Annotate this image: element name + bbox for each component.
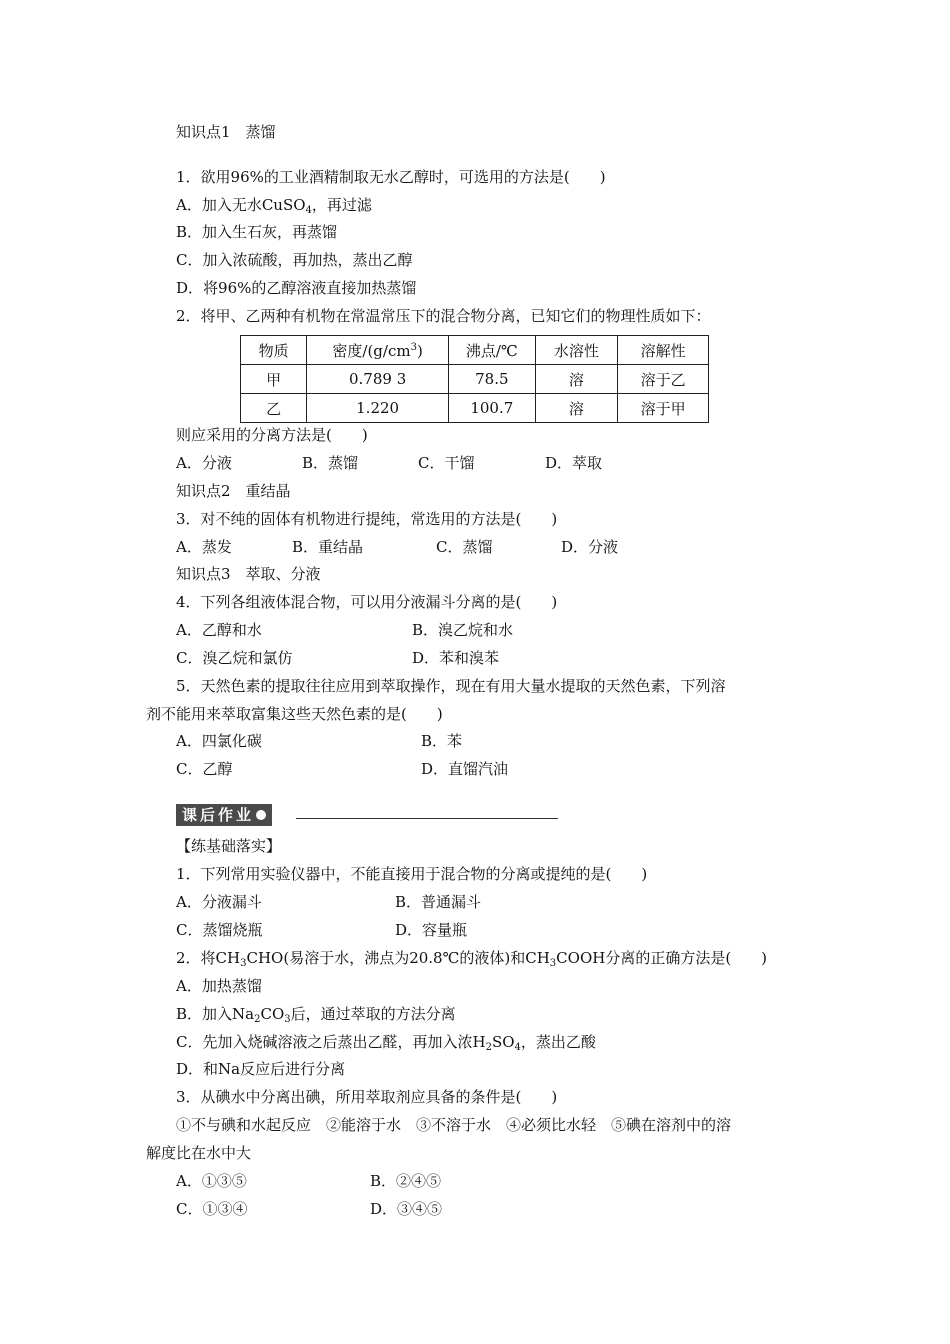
table-header-cell [307, 336, 449, 365]
q4-option-b: B．溴乙烷和水 [412, 621, 514, 639]
homework-banner [176, 804, 272, 826]
table-header-cell: 物质 [241, 336, 307, 365]
hw-q3-conditions-line1: ①不与碘和水起反应 ②能溶于水 ③不溶于水 ④必须比水轻 ⑤碘在溶剂中的溶 [176, 1116, 732, 1134]
hw-q3-conditions-line2: 解度比在水中大 [146, 1144, 252, 1162]
table-row [241, 365, 709, 394]
q1-option-d: D．将96%的乙醇溶液直接加热蒸馏 [176, 279, 417, 297]
hw-q2-option-c-post: ，蒸出乙酸 [520, 1033, 596, 1051]
hw-q2-option-d: D．和Na反应后进行分离 [176, 1060, 346, 1078]
table-cell: 1.220 [307, 394, 449, 423]
section-heading-extraction: 知识点3 萃取、分液 [176, 565, 321, 583]
hw-q3-option-d: D．③④⑤ [370, 1200, 443, 1218]
q4-option-d: D．苯和溴苯 [412, 649, 500, 667]
hw-q2-stem-pre: 2．将CH [176, 949, 241, 967]
homework-banner-label: 课后作业 [182, 806, 255, 824]
hw-q2-option-b-post: 后，通过萃取的方法分离 [290, 1005, 456, 1023]
hw-q3-option-a: A．①③⑤ [176, 1172, 247, 1190]
q2-option-c: C．干馏 [418, 454, 475, 472]
hw-q2-option-c-sub: 4 [514, 1042, 521, 1053]
q3-option-d: D．分液 [561, 538, 619, 556]
table-row [241, 394, 709, 423]
table-header-cell: 沸点/℃ [448, 336, 535, 365]
hw-q3-option-b: B．②④⑤ [370, 1172, 442, 1190]
q5-option-a: A．四氯化碳 [176, 732, 262, 750]
table-cell: 乙 [241, 394, 307, 423]
table-cell: 溶于乙 [618, 365, 709, 394]
q2-after-table: 则应采用的分离方法是( ) [176, 426, 368, 444]
hw-q2-option-c [176, 1032, 596, 1052]
q4-option-a: A．乙醇和水 [176, 621, 262, 639]
q1-option-a-pre: A．加入无水CuSO [176, 196, 306, 214]
density-close: ) [416, 341, 423, 360]
hw-q1-option-c: C．蒸馏烧瓶 [176, 921, 263, 939]
hw-q2-stem-post: COOH分离的正确方法是( ) [556, 949, 768, 967]
q3-stem: 3．对不纯的固体有机物进行提纯，常选用的方法是( ) [176, 510, 558, 528]
table-cell: 100.7 [448, 394, 535, 423]
section-heading-distillation: 知识点1 蒸馏 [176, 123, 276, 141]
hw-q1-stem: 1．下列常用实验仪器中，不能直接用于混合物的分离或提纯的是( ) [176, 865, 648, 883]
hw-q2-option-c-pre: C．先加入烧碱溶液之后蒸出乙醛，再加入浓H [176, 1033, 486, 1051]
bullet-dot-icon [256, 810, 266, 820]
q2-option-a: A．分液 [176, 454, 232, 472]
hw-q3-stem: 3．从碘水中分离出碘，所用萃取剂应具备的条件是( ) [176, 1088, 558, 1106]
properties-table [240, 335, 709, 423]
table-cell: 0.789 3 [307, 365, 449, 394]
q4-option-c: C．溴乙烷和氯仿 [176, 649, 293, 667]
q1-option-a-post: ，再过滤 [311, 196, 372, 214]
hw-q2-option-b [176, 1004, 456, 1024]
q1-option-b: B．加入生石灰，再蒸馏 [176, 223, 338, 241]
q5-stem-line1: 5．天然色素的提取往往应用到萃取操作，现在有用大量水提取的天然色素，下列溶 [176, 677, 726, 695]
density-sup: 3 [410, 341, 417, 353]
hw-q2-stem-sub: 3 [240, 958, 247, 969]
table-header-row [241, 336, 709, 365]
table-cell: 溶于甲 [618, 394, 709, 423]
section-heading-recrystallization: 知识点2 重结晶 [176, 482, 291, 500]
q3-option-a: A．蒸发 [176, 538, 232, 556]
hw-q1-option-a: A．分液漏斗 [176, 893, 262, 911]
hw-q1-option-d: D．容量瓶 [395, 921, 468, 939]
table-cell: 甲 [241, 365, 307, 394]
hw-q2-option-a: A．加热蒸馏 [176, 977, 262, 995]
table-header-cell: 水溶性 [535, 336, 618, 365]
density-label: 密度/(g/cm [332, 341, 411, 360]
q5-option-b: B．苯 [421, 732, 463, 750]
hw-q2-option-c-sub: 2 [485, 1042, 492, 1053]
hw-q2-option-b-sub: 3 [284, 1014, 291, 1025]
table-cell: 78.5 [448, 365, 535, 394]
hw-q2-stem-mid: CHO(易溶于水，沸点为20.8℃的液体)和CH [246, 949, 550, 967]
hw-q2-option-b-pre: B．加入Na [176, 1005, 255, 1023]
q5-option-c: C．乙醇 [176, 760, 233, 778]
q1-stem: 1．欲用96%的工业酒精制取无水乙醇时，可选用的方法是( ) [176, 168, 606, 186]
hw-q3-option-c: C．①③④ [176, 1200, 248, 1218]
table-cell: 溶 [535, 394, 618, 423]
q3-option-c: C．蒸馏 [436, 538, 493, 556]
q5-option-d: D．直馏汽油 [421, 760, 509, 778]
banner-rule [296, 818, 558, 819]
q1-option-a-sub: 4 [305, 205, 312, 216]
q2-option-b: B．蒸馏 [302, 454, 359, 472]
practice-subheading: 【练基础落实】 [176, 837, 282, 855]
hw-q1-option-b: B．普通漏斗 [395, 893, 482, 911]
table-cell: 溶 [535, 365, 618, 394]
q2-stem: 2．将甲、乙两种有机物在常温常压下的混合物分离，已知它们的物理性质如下： [176, 307, 711, 325]
q5-stem-line2: 剂不能用来萃取富集这些天然色素的是( ) [146, 705, 443, 723]
q2-option-d: D．萃取 [545, 454, 603, 472]
hw-q2-stem-sub: 3 [549, 958, 557, 969]
hw-q2-option-b-sub: 2 [254, 1014, 261, 1025]
q3-option-b: B．重结晶 [292, 538, 364, 556]
homework-banner-box [176, 804, 272, 826]
q1-option-a [176, 195, 372, 215]
q4-stem: 4．下列各组液体混合物，可以用分液漏斗分离的是( ) [176, 593, 558, 611]
q1-option-c: C．加入浓硫酸，再加热，蒸出乙醇 [176, 251, 413, 269]
hw-q2-stem [176, 948, 767, 968]
hw-q2-option-b-mid: CO [260, 1005, 285, 1023]
table-header-cell: 溶解性 [618, 336, 709, 365]
hw-q2-option-c-mid: SO [491, 1033, 515, 1051]
